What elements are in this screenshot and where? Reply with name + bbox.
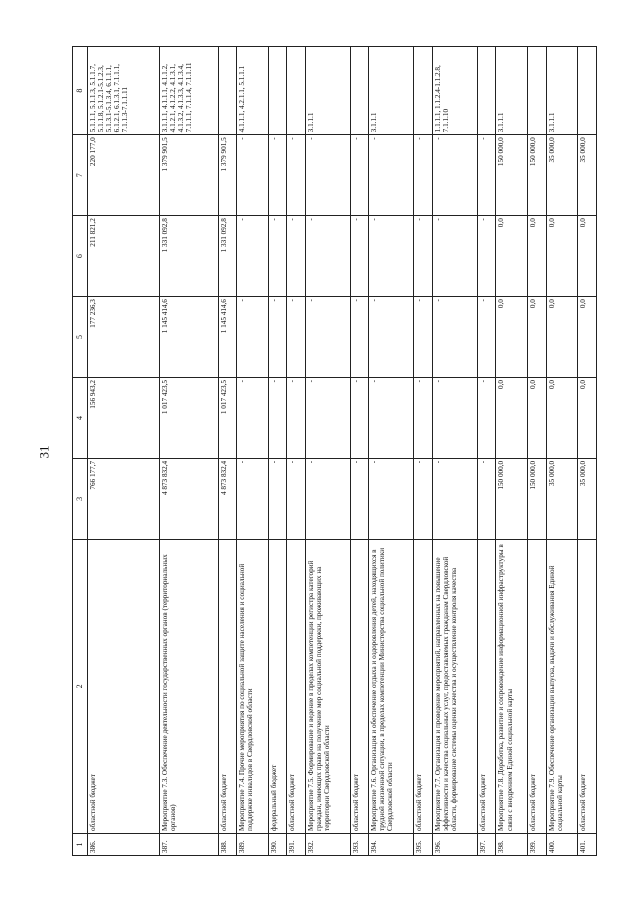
value-cell-col7: - (478, 135, 496, 216)
value-cell-col5: - (237, 297, 269, 378)
row-number-cell: 391. (287, 833, 305, 855)
row-name-cell: областной бюджет (218, 539, 236, 833)
budget-table (72, 46, 597, 856)
value-cell-col7: 150 000,0 (496, 135, 528, 216)
target-codes-cell (528, 47, 546, 135)
value-cell-col6: - (350, 216, 368, 297)
header-cell: 1 (73, 833, 88, 855)
target-codes-cell: 3.1.1.1, 4.1.1.1, 4.1.1.2, 4.1.2.1, 4.1.2.2, 4.1.3.1, 4.1.3.2, 4.1.3.3, 4.1.3.4, 7.1.1.1, 7.1.1.4, 7.1.1.11 (160, 47, 219, 135)
value-cell-col7: 35 000,0 (578, 135, 597, 216)
table-row (88, 47, 160, 856)
value-cell-col3: - (432, 458, 477, 539)
target-codes-cell: 3.1.1.1 (369, 47, 414, 135)
value-cell-col4: 1 017 423,5 (218, 377, 236, 458)
value-cell-col7: - (414, 135, 432, 216)
row-number-cell: 392. (305, 833, 350, 855)
target-codes-cell (350, 47, 368, 135)
value-cell-col4: - (414, 377, 432, 458)
value-cell-col6: - (432, 216, 477, 297)
value-cell-col7: 1 379 901,5 (218, 135, 236, 216)
value-cell-col7: 220 177,0 (88, 135, 160, 216)
value-cell-col3: - (414, 458, 432, 539)
row-number-cell: 395. (414, 833, 432, 855)
table-row (160, 47, 219, 856)
value-cell-col6: 0,0 (528, 216, 546, 297)
row-name-cell: Мероприятие 7.8. Доработка, развитие и сопровождение информационной инфраструктуры в связи с внедрением Единой социальной карты (496, 539, 528, 833)
value-cell-col7: - (268, 135, 286, 216)
table-row (546, 47, 578, 856)
value-cell-col4: 0,0 (496, 377, 528, 458)
value-cell-col3: - (305, 458, 350, 539)
table-row (369, 47, 414, 856)
rotated-table-container (72, 46, 597, 856)
value-cell-col3: - (350, 458, 368, 539)
target-codes-cell: 3.1.1.1 (496, 47, 528, 135)
row-name-cell: Мероприятие 7.9. Обеспечение организации выпуска, выдачи и обслуживания Единой социальной карты (546, 539, 578, 833)
value-cell-col6: 1 331 092,8 (218, 216, 236, 297)
value-cell-col6: - (414, 216, 432, 297)
value-cell-col4: - (478, 377, 496, 458)
target-codes-cell: 1.1.1.1, 1.1.2.4-1.1.2.8, 7.1.1.10 (432, 47, 477, 135)
target-codes-cell: 5.1.1.1, 5.1.1.3, 5.1.1.7, 5.1.1.8, 5.1.2.1-5.1.2.3, 5.1.3.1-5.1.3.4, 6.1.1.1, 6.1.2.1, 6.1.3.1, 7.1.1.1, 7.1.1.3-7.1.1.11 (88, 47, 160, 135)
value-cell-col4: - (305, 377, 350, 458)
row-name-cell: Мероприятие 7.7. Организация и проведение мероприятий, направленных на повышение эффективности и качества социальных услуг, предоставляемых гражданам Свердловской области, формирование системы оценки качества и осуществление контроля качества (432, 539, 477, 833)
value-cell-col4: - (237, 377, 269, 458)
value-cell-col5: - (432, 297, 477, 378)
row-name-cell: областной бюджет (88, 539, 160, 833)
row-name-cell: областной бюджет (478, 539, 496, 833)
value-cell-col6: - (305, 216, 350, 297)
row-name-cell: Мероприятие 7.5. Формирование и ведение в пределах компетенции регистра категорий граждан, имеющих право на получение мер социальной поддержки, проживающих на территории Свердловской области (305, 539, 350, 833)
table-row (496, 47, 528, 856)
value-cell-col3: - (369, 458, 414, 539)
header-cell: 2 (73, 539, 88, 833)
value-cell-col4: - (268, 377, 286, 458)
value-cell-col7: 1 379 901,5 (160, 135, 219, 216)
value-cell-col3: 150 000,0 (528, 458, 546, 539)
value-cell-col3: 4 873 832,4 (160, 458, 219, 539)
value-cell-col5: - (268, 297, 286, 378)
value-cell-col3: 4 873 832,4 (218, 458, 236, 539)
value-cell-col6: 0,0 (496, 216, 528, 297)
value-cell-col5: 177 236,3 (88, 297, 160, 378)
value-cell-col6: 1 331 092,8 (160, 216, 219, 297)
header-cell: 3 (73, 458, 88, 539)
table-row (305, 47, 350, 856)
row-name-cell: федеральный бюджет (268, 539, 286, 833)
row-name-cell: Мероприятие 7.4. Прочие мероприятия по социальной защите населения и социальной поддержке инвалидов в Свердловской области (237, 539, 269, 833)
row-number-cell: 390. (268, 833, 286, 855)
row-number-cell: 394. (369, 833, 414, 855)
target-codes-cell (414, 47, 432, 135)
value-cell-col6: - (369, 216, 414, 297)
value-cell-col4: 0,0 (578, 377, 597, 458)
value-cell-col3: - (268, 458, 286, 539)
target-codes-cell (268, 47, 286, 135)
value-cell-col5: 0,0 (496, 297, 528, 378)
row-number-cell: 396. (432, 833, 477, 855)
value-cell-col6: - (478, 216, 496, 297)
value-cell-col4: 1 017 423,5 (160, 377, 219, 458)
row-name-cell: областной бюджет (287, 539, 305, 833)
value-cell-col5: - (414, 297, 432, 378)
row-number-cell: 393. (350, 833, 368, 855)
header-cell: 5 (73, 297, 88, 378)
value-cell-col3: 35 000,0 (546, 458, 578, 539)
value-cell-col3: - (478, 458, 496, 539)
value-cell-col3: 766 177,7 (88, 458, 160, 539)
row-number-cell: 389. (237, 833, 269, 855)
header-cell: 6 (73, 216, 88, 297)
table-row (237, 47, 269, 856)
table-row (432, 47, 477, 856)
value-cell-col6: 0,0 (578, 216, 597, 297)
value-cell-col5: - (350, 297, 368, 378)
table-row (350, 47, 368, 856)
value-cell-col4: - (432, 377, 477, 458)
value-cell-col6: - (237, 216, 269, 297)
row-number-cell: 401. (578, 833, 597, 855)
target-codes-cell: 3.1.1.1 (305, 47, 350, 135)
row-name-cell: областной бюджет (528, 539, 546, 833)
value-cell-col4: 0,0 (528, 377, 546, 458)
value-cell-col6: - (268, 216, 286, 297)
target-codes-cell (478, 47, 496, 135)
target-codes-cell: 4.1.1.1, 4.2.1.1, 5.1.1.1 (237, 47, 269, 135)
header-cell: 8 (73, 47, 88, 135)
value-cell-col7: - (237, 135, 269, 216)
table-row (268, 47, 286, 856)
row-number-cell: 400. (546, 833, 578, 855)
value-cell-col3: 35 000,0 (578, 458, 597, 539)
row-name-cell: Мероприятие 7.6. Организация и обеспечение отдыха и оздоровления детей, находящихся в трудной жизненной ситуации, в пределах компетенции Министерства социальной политики Свердловской области (369, 539, 414, 833)
value-cell-col5: - (369, 297, 414, 378)
table-header-row (73, 47, 88, 856)
target-codes-cell (218, 47, 236, 135)
value-cell-col4: - (350, 377, 368, 458)
value-cell-col5: 0,0 (578, 297, 597, 378)
table-row (287, 47, 305, 856)
value-cell-col5: - (287, 297, 305, 378)
value-cell-col3: - (237, 458, 269, 539)
value-cell-col5: - (305, 297, 350, 378)
value-cell-col3: 150 000,0 (496, 458, 528, 539)
value-cell-col7: 35 000,0 (546, 135, 578, 216)
table-row (414, 47, 432, 856)
row-number-cell: 399. (528, 833, 546, 855)
row-name-cell: Мероприятие 7.3. Обеспечение деятельности государственных органов (территориальных органов) (160, 539, 219, 833)
value-cell-col7: - (369, 135, 414, 216)
value-cell-col3: - (287, 458, 305, 539)
target-codes-cell (287, 47, 305, 135)
value-cell-col5: 1 145 414,6 (160, 297, 219, 378)
table-row (528, 47, 546, 856)
value-cell-col5: 0,0 (528, 297, 546, 378)
target-codes-cell: 3.1.1.1 (546, 47, 578, 135)
page-number: 31 (36, 445, 52, 459)
header-cell: 7 (73, 135, 88, 216)
table-row (578, 47, 597, 856)
row-name-cell: областной бюджет (414, 539, 432, 833)
header-cell: 4 (73, 377, 88, 458)
value-cell-col6: - (287, 216, 305, 297)
row-name-cell: областной бюджет (350, 539, 368, 833)
value-cell-col6: 211 821,2 (88, 216, 160, 297)
table-row (218, 47, 236, 856)
row-number-cell: 387. (160, 833, 219, 855)
row-number-cell: 386. (88, 833, 160, 855)
value-cell-col4: - (287, 377, 305, 458)
row-number-cell: 397. (478, 833, 496, 855)
value-cell-col6: 0,0 (546, 216, 578, 297)
value-cell-col5: 0,0 (546, 297, 578, 378)
value-cell-col7: - (350, 135, 368, 216)
value-cell-col7: - (432, 135, 477, 216)
row-number-cell: 398. (496, 833, 528, 855)
target-codes-cell (578, 47, 597, 135)
value-cell-col7: 150 000,0 (528, 135, 546, 216)
value-cell-col4: - (369, 377, 414, 458)
value-cell-col7: - (305, 135, 350, 216)
row-number-cell: 388. (218, 833, 236, 855)
table-row (478, 47, 496, 856)
value-cell-col5: - (478, 297, 496, 378)
value-cell-col7: - (287, 135, 305, 216)
value-cell-col4: 156 943,2 (88, 377, 160, 458)
row-name-cell: областной бюджет (578, 539, 597, 833)
value-cell-col4: 0,0 (546, 377, 578, 458)
value-cell-col5: 1 145 414,6 (218, 297, 236, 378)
